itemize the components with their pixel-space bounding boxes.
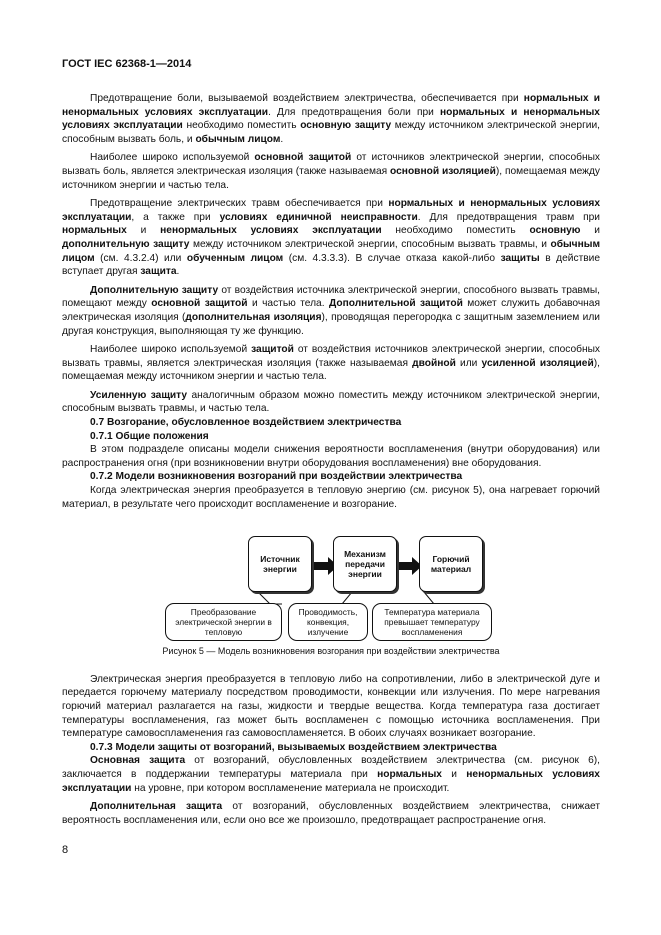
box-energy-transfer: Механизм передачи энергии — [333, 536, 397, 592]
section-0-7-1-heading: 0.7.1 Общие положения — [90, 430, 209, 442]
paragraph-1: Предотвращение боли, вызываемой воздействием электричества, обеспечивается при нормальных и ненормальных условиях эксплуатации. Для предотвращения боли при нормальных и ненормальных условиях эксплуатации необходимо поместить основную защиту между источником электрической энергии, способным вызвать боль, и обычным лицом. — [62, 93, 600, 145]
document-header: ГОСТ IEC 62368-1—2014 — [62, 58, 192, 70]
paragraph-3: Предотвращение электрических травм обеспечивается при нормальных и ненормальных условиях эксплуатации, а также при условиях единичной неисправности. Для предотвращения травм при нормальных и ненормальных условиях эксплуатации необходимо поместить основную и дополнительную защиту между источником электрической энергии, способным вызвать травмы, и обычным лицом (см. 4.3.2.4) или обученным лицом (см. 4.3.3.3). В случае отказа какой-либо защиты в действие вступает другая защита. — [62, 198, 601, 278]
paragraph-7: В этом подразделе описаны модели снижения вероятности воспламенения (внутри оборудования) или распространения огня (при возникновении внутри оборудования воспламенения) вне оборудования. — [62, 444, 600, 469]
box-combustible-material: Горючий материал — [419, 536, 483, 592]
paragraph-6: Усиленную защиту аналогичным образом можно поместить между источником электрической энергии, способным вызвать травмы, и частью тела. — [62, 389, 600, 415]
section-0-7-2-heading: 0.7.2 Модели возникновения возгораний при воздействии электричества — [90, 471, 463, 483]
paragraph-11: Дополнительная защита от возгораний, обусловленных воздействием электричества, снижает вероятность воспламенения или, если оно все же произошло, предотвращает распространение огня. — [62, 801, 600, 826]
paragraph-8: Когда электрическая энергия преобразуется в тепловую энергию (см. рисунок 5), она нагревает горючий материал, в результате чего происходит воспламенение и возгорание. — [62, 485, 600, 510]
box-energy-source: Источник энергии — [248, 536, 312, 592]
paragraph-9: Электрическая энергия преобразуется в тепловую либо на сопротивлении, либо в электрической дуге и передается горючему материалу посредством проводимости, конвекции или излучения. По мере нагревания горючий материал разлагается на газы, жидкости и твердые вещества. Когда температура газа достигает температуры воспламенения, газ может быть воспламенен с помощью источника воспламенения. При температуре самовоспламенения газ самовоспламеняется. В обоих случаях возникает возгорание. — [62, 673, 600, 740]
document-body — [62, 92, 600, 827]
figure-5-caption: Рисунок 5 — Модель возникновения возгорания при воздействии электричества — [162, 646, 500, 657]
figure-5 — [62, 521, 600, 643]
section-0-7-3-heading: 0.7.3 Модели защиты от возгораний, вызываемых воздействием электричества — [90, 741, 497, 753]
section-0-7-heading: 0.7 Возгорание, обусловленное воздействием электричества — [90, 417, 402, 429]
paragraph-5: Наиболее широко используемой защитой от воздействия источников электрической энергии, способных вызвать травмы, является электрическая изоляция (также называемая двойной или усиленной изоляцией), помещаемая между источником энергии и частью тела. — [62, 344, 601, 383]
paragraph-2: Наиболее широко используемой основной защитой от источников электрической энергии, способных вызвать боль, является электрическая изоляция (также называемая основной изоляцией), помещаемая между источником энергии и частью тела. — [62, 152, 600, 191]
callout-conversion: Преобразование электрической энергии в тепловую — [165, 603, 282, 641]
paragraph-4: Дополнительную защиту от воздействия источника электрической энергии, способного вызвать травмы, помещают между основной защитой и частью тела. Дополнительной защитой может служить добавочная электрическая изоляция (дополнительная изоляция), проводящая перегородка с защитным заземлением или другая конструкция, выполняющая ту же функцию. — [62, 284, 600, 337]
paragraph-10: Основная защита от возгораний, обусловленных воздействием электричества (см. рисунок 6), заключается в поддержании температуры материала при нормальных и ненормальных условиях эксплуатации на уровне, при котором воспламенение материала не происходит. — [62, 755, 600, 794]
callout-temperature: Температура материала превышает температуру воспламенения — [372, 603, 492, 641]
page-number: 8 — [62, 844, 69, 856]
callout-conduction: Проводимость, конвекция, излучение — [288, 603, 368, 641]
